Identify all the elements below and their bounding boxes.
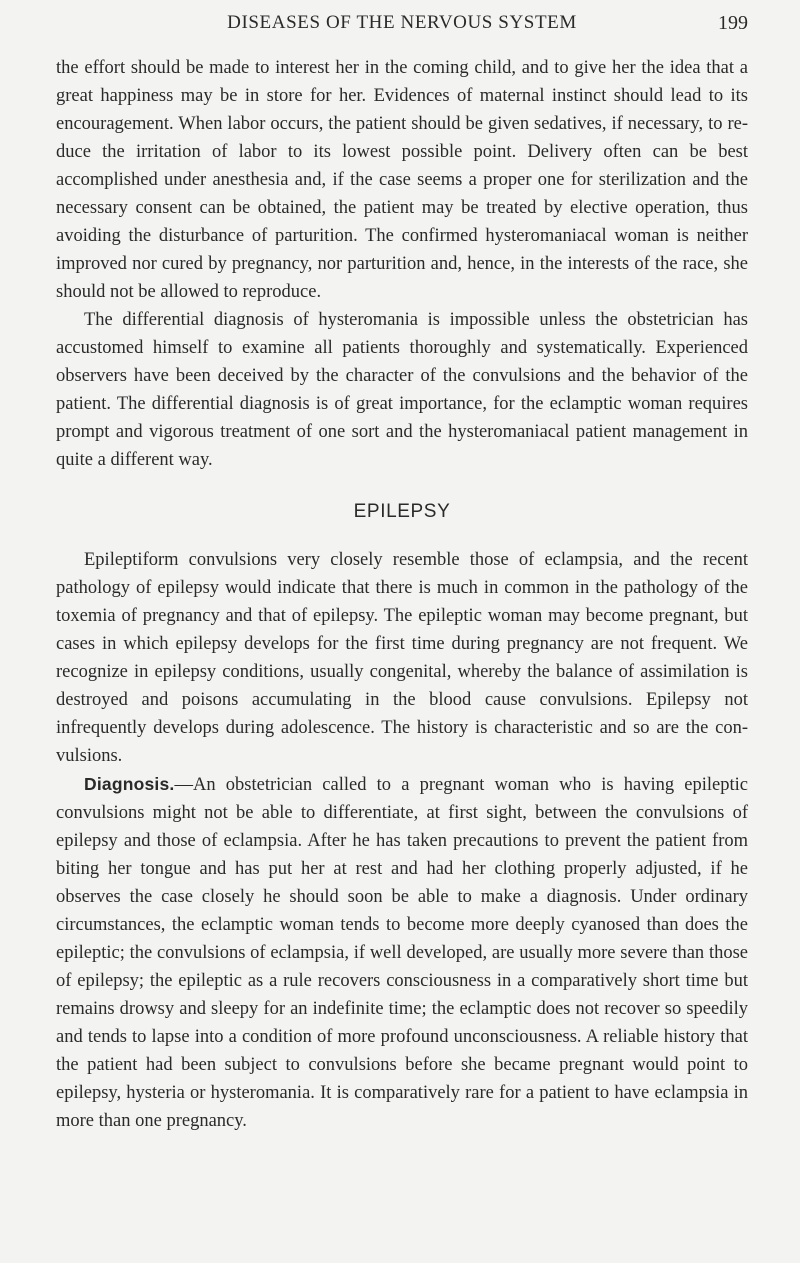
body-text xyxy=(56,54,748,1135)
section-heading: EPILEPSY xyxy=(353,501,451,522)
diagnosis-text: —An obstetrician called to a pregnant woman who is having epileptic convulsions might not be able to differentiate, at first sight, between the convulsions of epilepsy and those of eclampsia. After he has taken precautions to prevent the patient from biting her tongue and has put her at rest and had her clothing properly adjusted, if he observes the case closely he should soon be able to make a diagnosis. Under ordinary circumstances, the eclamptic woman tends to become more deeply cyanosed than does the epileptic; the convulsions of eclampsia, if well developed, are usually more severe than those of epilepsy; the epileptic as a rule recovers consciousness in a comparatively short time but remains drowsy and sleepy for an indefinite time; the eclamptic does not recover so speedily and tends to lapse into a condition of more profound unconsciousness. A reliable history that the patient had been subject to convulsions before she became pregnant would point to epilepsy, hysteria or hysteromania. It is comparatively rare for a patient to have eclampsia in more than one pregnancy. xyxy=(56,775,748,1131)
epilepsy-intro-paragraph: Epileptiform convulsions very closely resemble those of eclampsia, and the recent pathology of epilepsy would indicate that there is much in common in the pathology of the toxemia of pregnancy and that of epilepsy. The epileptic woman may become pregnant, but cases in which epilepsy develops for the first time during pregnancy are not frequent. We recognize in epilepsy conditions, usually congenital, whereby the balance of assimilation is destroyed and poisons accumulating in the blood cause convulsions. Epilepsy not infrequently develops during adolescence. The history is characteristic and so are the convulsions. xyxy=(56,550,748,766)
page-number: 199 xyxy=(718,12,748,34)
diagnosis-paragraph xyxy=(56,770,748,1135)
differential-diagnosis-paragraph: The differential diagnosis of hysteromania is impossible unless the obstetrician has accustomed himself to examine all patients thoroughly and systematically. Experienced observers have been deceived by the character of the convulsions and the behavior of the patient. The differential diagnosis is of great importance, for the eclamptic woman requires prompt and vigorous treatment of one sort and the hysteromaniacal patient management in quite a different way. xyxy=(56,310,748,470)
running-title: DISEASES OF THE NERVOUS SYSTEM xyxy=(227,12,577,33)
running-head xyxy=(56,8,748,38)
diagnosis-run-in-heading: Diagnosis. xyxy=(84,774,175,794)
continued-paragraph: the effort should be made to interest her in the coming child, and to give her the idea that a great happiness may be in store for her. Evidences of maternal instinct should lead to its encouragement. When labor occurs, the patient should be given sedatives, if necessary, to reduce the irritation of labor to its lowest possible point. Delivery often can be best accomplished under anesthesia and, if the case seems a proper one for sterilization and the necessary consent can be obtained, the patient may be treated by elective operation, thus avoiding the disturbance of parturition. The confirmed hysteromaniacal woman is neither improved nor cured by pregnancy, nor parturition and, hence, in the interests of the race, she should not be allowed to reproduce. xyxy=(56,58,748,302)
